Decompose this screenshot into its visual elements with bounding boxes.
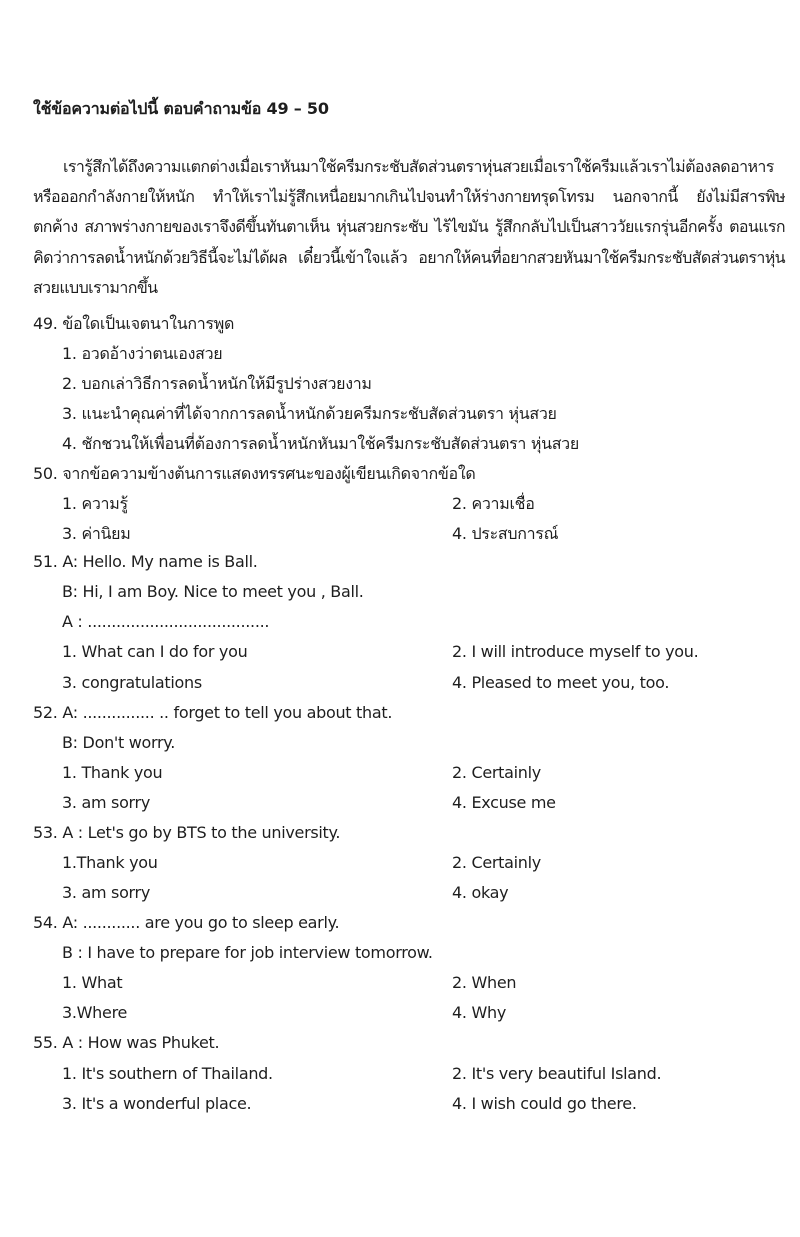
question-55-stem: 55. A : How was Phuket.	[33, 1033, 220, 1052]
question-54-option-4: 4. Why	[452, 1003, 506, 1022]
question-52-dialogue-b: B: Don't worry.	[62, 733, 175, 752]
question-49-option-3: 3. แนะนำคุณค่าที่ได้จากการลดน้ำหนักด้วยครีมกระชับสัดส่วนตรา หุ่นสวย	[62, 404, 557, 423]
question-50-option-3: 3. ค่านิยม	[62, 524, 131, 543]
question-49-option-2: 2. บอกเล่าวิธีการลดน้ำหนักให้มีรูปร่างสวยงาม	[62, 374, 372, 393]
question-52-option-1: 1. Thank you	[62, 763, 163, 782]
question-49-option-4: 4. ชักชวนให้เพื่อนที่ต้องการลดน้ำหนักหันมาใช้ครีมกระชับสัดส่วนตรา หุ่นสวย	[62, 434, 579, 453]
question-53-stem: 53. A : Let's go by BTS to the university.	[33, 823, 341, 842]
question-54-option-2: 2. When	[452, 973, 517, 992]
question-55-option-2: 2. It's very beautiful Island.	[452, 1064, 662, 1083]
question-53-option-1: 1.Thank you	[62, 853, 158, 872]
question-52-stem: 52. A: ............... .. forget to tell you about that.	[33, 703, 393, 722]
question-51-option-1: 1. What can I do for you	[62, 642, 248, 661]
question-52-option-4: 4. Excuse me	[452, 793, 556, 812]
question-53-option-4: 4. okay	[452, 883, 509, 902]
question-49-option-1: 1. อวดอ้างว่าตนเองสวย	[62, 344, 223, 363]
question-54-dialogue-b: B : I have to prepare for job interview tomorrow.	[62, 943, 433, 962]
question-51-option-4: 4. Pleased to meet you, too.	[452, 673, 670, 692]
question-51-stem: 51. A: Hello. My name is Ball.	[33, 552, 258, 571]
question-55-option-1: 1. It's southern of Thailand.	[62, 1064, 273, 1083]
question-51-option-3: 3. congratulations	[62, 673, 202, 692]
question-50-option-2: 2. ความเชื่อ	[452, 494, 535, 513]
question-52-option-2: 2. Certainly	[452, 763, 541, 782]
question-51-dialogue-b: B: Hi, I am Boy. Nice to meet you , Ball.	[62, 582, 364, 601]
reading-passage: เรารู้สึกได้ถึงความแตกต่างเมื่อเราหันมาใช้ครีมกระชับสัดส่วนตราหุ่นสวยเมื่อเราใช้ครีมแล้วเราไม่ต้องลดอาหารหรือออกกำลังกายให้หนัก ทำให้เราไม่รู้สึกเหนื่อยมากเกินไปจนทำให้ร่างกายทรุดโทรม นอกจากนี้ ยังไม่มีสารพิษตกค้าง สภาพร่างกายของเราจึงดีขึ้นทันตาเห็น หุ่นสวยกระชับ ไร้ไขมัน รู้สึกกลับไปเป็นสาววัยแรกรุ่นอีกครั้ง ตอนแรกคิดว่าการลดน้ำหนักด้วยวิธีนี้จะไม่ได้ผล เดี๋ยวนี้เข้าใจแล้ว อยากให้คนที่อยากสวยหันมาใช้ครีมกระชับสัดส่วนตราหุ่นสวยแบบเรามากขึ้น	[33, 157, 785, 297]
question-54-option-1: 1. What	[62, 973, 123, 992]
question-55-option-4: 4. I wish could go there.	[452, 1094, 637, 1113]
question-50-stem: 50. จากข้อความข้างต้นการแสดงทรรศนะของผู้เขียนเกิดจากข้อใด	[33, 464, 476, 483]
section-instruction: ใช้ข้อความต่อไปนี้ ตอบคำถามข้อ 49 – 50	[33, 99, 329, 118]
question-50-option-1: 1. ความรู้	[62, 494, 128, 513]
question-50-option-4: 4. ประสบการณ์	[452, 524, 559, 543]
question-51-option-2: 2. I will introduce myself to you.	[452, 642, 699, 661]
question-49-stem: 49. ข้อใดเป็นเจตนาในการพูด	[33, 314, 235, 333]
question-53-option-3: 3. am sorry	[62, 883, 150, 902]
question-52-option-3: 3. am sorry	[62, 793, 150, 812]
question-54-option-3: 3.Where	[62, 1003, 128, 1022]
question-54-stem: 54. A: ............ are you go to sleep early.	[33, 913, 340, 932]
question-55-option-3: 3. It's a wonderful place.	[62, 1094, 252, 1113]
question-53-option-2: 2. Certainly	[452, 853, 541, 872]
question-51-dialogue-a: A : ......................................	[62, 612, 270, 631]
